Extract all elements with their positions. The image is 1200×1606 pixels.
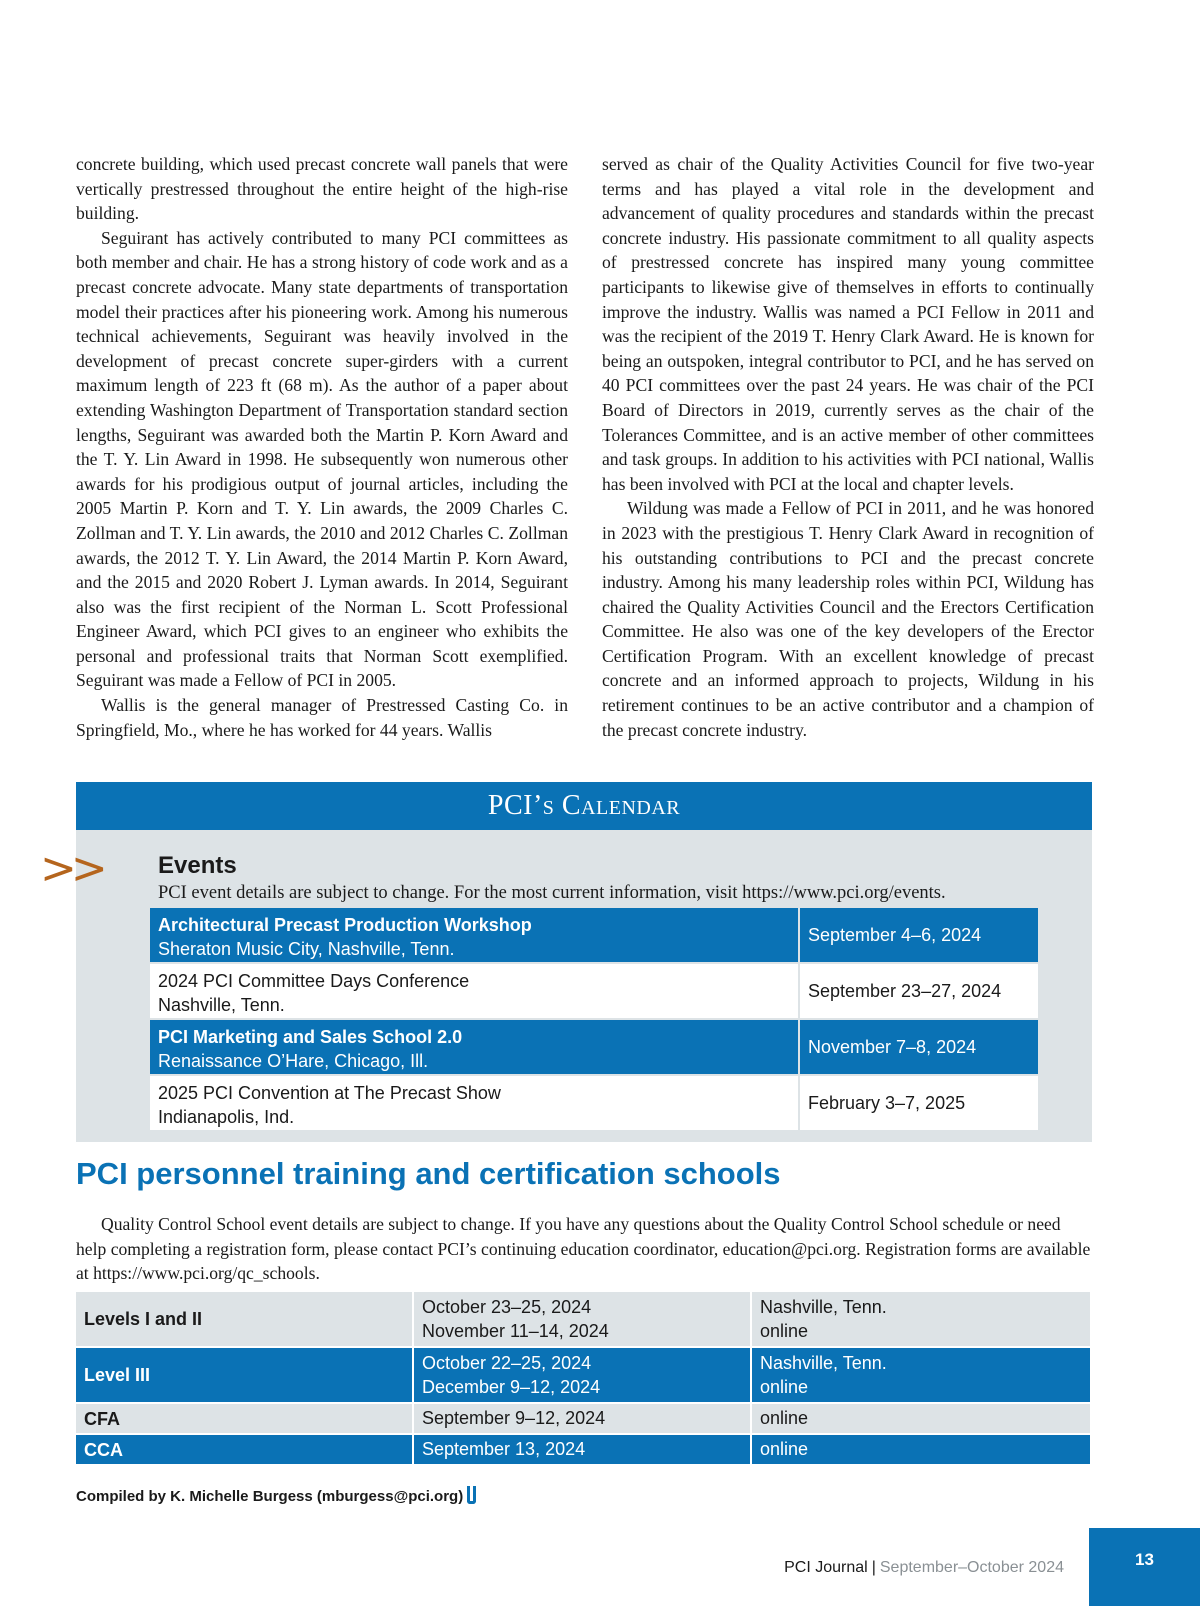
school-row — [76, 1348, 1092, 1402]
calendar-title: PCI’s Calendar — [487, 790, 681, 821]
compiled-by-text: Compiled by K. Michelle Burgess (mburgess@pci.org) — [76, 1488, 464, 1505]
school-date: September 13, 2024 — [414, 1435, 750, 1464]
paragraph: served as chair of the Quality Activities Council for five two-year terms and has played a vital role in the development and advancement of quality procedures and standards within the precast concrete industry. His passionate commitment to all quality aspects of prestressed concrete has inspired many young committee participants to likewise give of themselves in efforts to continually improve the industry. Wallis was named a PCI Fellow in 2011 and was the recipient of the 2019 T. Henry Clark Award. He is known for being an outspoken, integral contributor to PCI, and he has served on 40 PCI committees over the past 24 years. He was chair of the PCI Board of Directors in 2019, currently serves as the chair of the Tolerances Committee, and is an active member of other committees and task groups. In addition to his activities with PCI national, Wallis has been involved with PCI at the local and chapter levels. — [602, 154, 1094, 494]
event-location: Indianapolis, Ind. — [158, 1107, 295, 1127]
event-name: PCI Marketing and Sales School 2.0 — [158, 1027, 463, 1047]
paragraph: Wildung was made a Fellow of PCI in 2011, and he was honored in 2023 with the prestigious T. Henry Clark Award in recognition of his outstanding contributions to PCI and the precast concrete industry. Among his many leadership roles within PCI, Wildung has chaired the Quality Activities Council and the Erectors Certification Committee. He also was one of the key developers of the Erector Certification Program. With an excellent knowledge of precast concrete and an informed approach to projects, Wildung in his retirement continues to be an active contributor and a champion of the precast concrete industry. — [602, 498, 1094, 740]
calendar-header — [76, 782, 1092, 830]
school-location: online — [752, 1404, 1090, 1433]
event-name: 2025 PCI Convention at The Precast Show — [158, 1083, 501, 1103]
event-location: Sheraton Music City, Nashville, Tenn. — [158, 939, 455, 959]
training-intro: Quality Control School event details are subject to change. If you have any questions about the Quality Control School schedule or need help completing a registration form, please contact PCI’s continuing education coordinator, education@pci.org. Registration forms are available at https://www.pci.org/qc_schools. — [76, 1214, 1091, 1283]
paragraph: Wallis is the general manager of Prestressed Casting Co. in Springfield, Mo., where he has worked for 44 years. Wallis — [76, 695, 568, 740]
page-number: 13 — [1089, 1528, 1200, 1606]
event-row — [150, 1020, 1038, 1074]
page-footer — [784, 1559, 1064, 1577]
school-row — [76, 1435, 1092, 1464]
double-arrow-icon: >> — [40, 843, 102, 894]
event-location: Nashville, Tenn. — [158, 995, 285, 1015]
event-date: November 7–8, 2024 — [800, 1020, 1038, 1074]
event-row — [150, 964, 1038, 1018]
school-date: October 23–25, 2024 — [422, 1297, 592, 1317]
schools-table — [76, 1292, 1092, 1466]
event-name-cell — [150, 964, 798, 1018]
events-note: PCI event details are subject to change. For the most current information, visit https://www.pci.org/events. — [158, 883, 946, 903]
school-date: December 9–12, 2024 — [422, 1377, 601, 1397]
school-date: October 22–25, 2024 — [422, 1353, 592, 1373]
event-row — [150, 908, 1038, 962]
school-location: Nashville, Tenn. — [760, 1297, 887, 1317]
article-left-column — [76, 152, 568, 742]
school-row — [76, 1292, 1092, 1346]
school-location: online — [760, 1321, 809, 1341]
paragraph: Seguirant has actively contributed to many PCI committees as both member and chair. He has a strong history of code work and as a precast concrete advocate. Many state departments of transportation model their practices after his pioneering work. Among his numerous technical achievements, Seguirant was heavily involved in the development of precast concrete super-girders with a current maximum length of 223 ft (68 m). As the author of a paper about extending Washington Department of Transportation standard section lengths, Seguirant was awarded both the Martin P. Korn Award and the T. Y. Lin Award in 1998. He subsequently won numerous other awards for his prodigious output of journal articles, including the 2005 Martin P. Korn and T. Y. Lin awards, the 2009 Charles C. Zollman and T. Y. Lin awards, the 2010 and 2012 Charles C. Zollman awards, the 2012 T. Y. Lin Award, the 2014 Martin P. Korn Award, and the 2015 and 2020 Robert J. Lyman awards. In 2014, Seguirant also was the first recipient of the Norman L. Scott Professional Engineer Award, which PCI gives to an engineer who exhibits the personal and professional traits that Norman Scott exemplified. Seguirant was made a Fellow of PCI in 2005. — [76, 227, 568, 691]
school-level: Level III — [76, 1348, 412, 1402]
event-name-cell — [150, 1076, 798, 1130]
events-table — [150, 908, 1038, 1132]
event-name: 2024 PCI Committee Days Conference — [158, 971, 470, 991]
school-locations — [752, 1348, 1090, 1402]
event-date: September 23–27, 2024 — [800, 964, 1038, 1018]
event-date: September 4–6, 2024 — [800, 908, 1038, 962]
issue-date: September–October 2024 — [879, 1559, 1064, 1576]
paragraph: concrete building, which used precast concrete wall panels that were vertically prestressed throughout the entire height of the high-rise building. — [76, 154, 568, 224]
article-right-column — [602, 152, 1094, 742]
school-location: online — [752, 1435, 1090, 1464]
event-name-cell — [150, 908, 798, 962]
events-heading: Events — [158, 852, 237, 879]
event-name: Architectural Precast Production Workshop — [158, 915, 532, 935]
school-location: Nashville, Tenn. — [760, 1353, 887, 1373]
school-row — [76, 1404, 1092, 1433]
footer-separator: | — [871, 1559, 876, 1576]
event-name-cell — [150, 1020, 798, 1074]
event-date: February 3–7, 2025 — [800, 1076, 1038, 1130]
journal-name: PCI Journal — [784, 1559, 868, 1576]
event-location: Renaissance O’Hare, Chicago, Ill. — [158, 1051, 429, 1071]
school-date: November 11–14, 2024 — [422, 1321, 609, 1341]
school-level: CCA — [76, 1435, 412, 1464]
school-dates — [414, 1348, 750, 1402]
school-dates — [414, 1292, 750, 1346]
event-row — [150, 1076, 1038, 1130]
school-level: CFA — [76, 1404, 412, 1433]
compiled-by — [76, 1486, 476, 1505]
school-location: online — [760, 1377, 809, 1397]
school-locations — [752, 1292, 1090, 1346]
school-level: Levels I and II — [76, 1292, 412, 1346]
training-heading: PCI personnel training and certification schools — [76, 1156, 781, 1191]
school-date: September 9–12, 2024 — [414, 1404, 750, 1433]
end-mark-icon — [467, 1486, 476, 1504]
